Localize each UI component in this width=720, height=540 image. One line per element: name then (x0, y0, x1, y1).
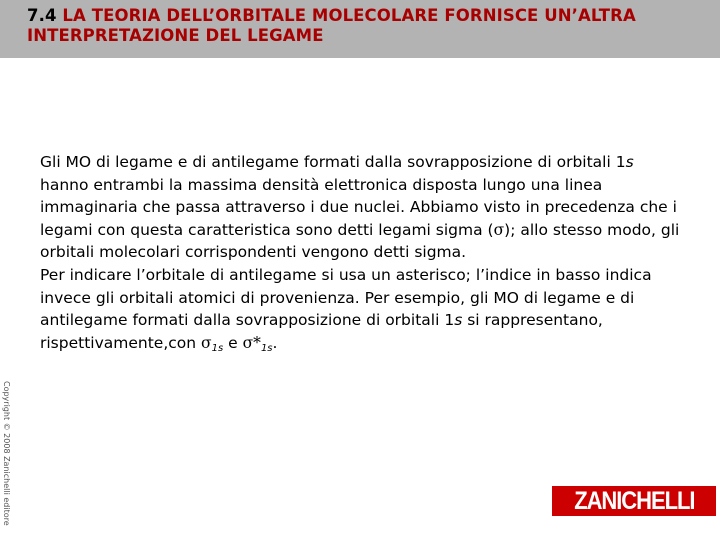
sigma-star-1s-symbol: σ* (242, 333, 261, 352)
orbital-letter: s (625, 153, 634, 171)
orbital-letter: s (454, 311, 463, 330)
title-text: LA TEORIA DELL’ORBITALE MOLECOLARE FORNISCE UN’ALTRA INTERPRETAZIONE DEL LEGAME (27, 6, 636, 45)
zanichelli-logo (552, 486, 716, 516)
sigma-symbol: σ (493, 220, 505, 239)
text-run: . (272, 333, 278, 352)
sigma-1s-subscript: 1s (211, 342, 224, 354)
text-run: ); allo stesso modo, gli orbitali molecolari corrispondenti vengono detti sigma. (40, 220, 680, 262)
text-run: Per indicare l’orbitale di antilegame si usa un asterisco; l’indice in basso indica invece gli orbitali atomici di provenienza. Per esempio, gli MO di legame e di antilegame formati dalla sovrapposizione di orbitali 1 (40, 265, 652, 330)
paragraph-2 (40, 264, 680, 360)
slide-body (40, 151, 680, 360)
paragraph-1 (40, 151, 680, 264)
slide-title (27, 6, 707, 46)
sigma-1s-symbol: σ (201, 333, 212, 352)
logo-text: ZANICHELLI (573, 486, 695, 515)
text-run: Gli MO di legame e di antilegame formati dalla sovrapposizione di orbitali 1 (40, 153, 626, 171)
copyright-notice: Copyright © 2008 Zanichelli editore (2, 381, 11, 526)
text-run: si rappresentano, rispettivamente,con (40, 311, 603, 352)
sigma-star-1s-subscript: 1s (260, 342, 273, 354)
text-run: e (223, 333, 243, 352)
title-bar (0, 0, 720, 58)
section-number: 7.4 (27, 6, 57, 25)
text-run: hanno entrambi la massima densità elettronica disposta lungo una linea immaginaria che passa attraverso i due nuclei. Abbiamo visto in precedenza che i legami con questa caratteristica sono detti legami sigma ( (40, 175, 677, 239)
